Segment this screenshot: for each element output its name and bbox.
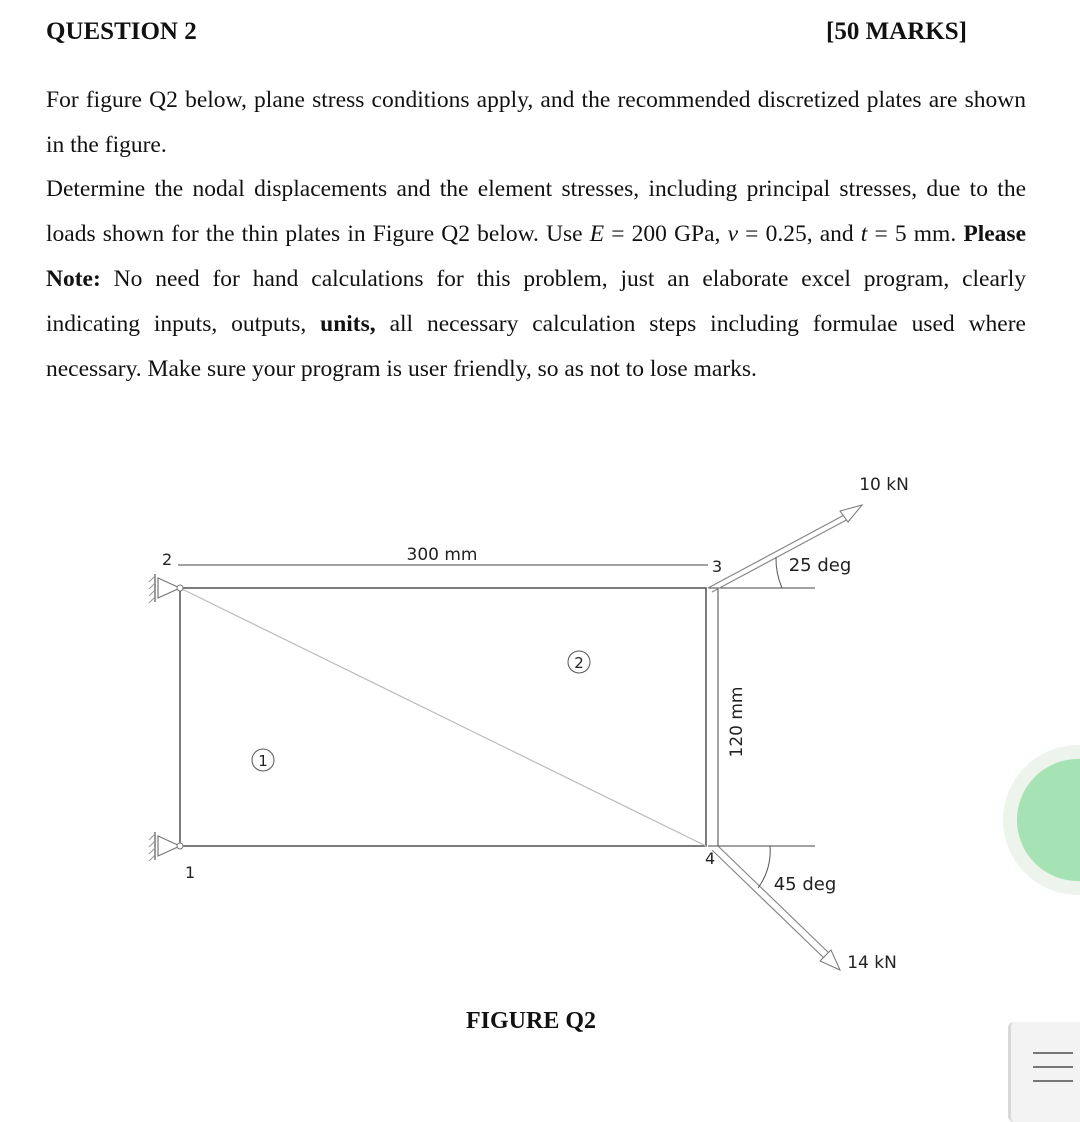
figure-caption: FIGURE Q2 [466,1008,597,1034]
pin-support-bottom [149,832,180,861]
height-label: 120 mm [727,686,747,758]
figure-q2-diagram [0,440,1000,1000]
element-divider-line [180,588,706,846]
load-top-label: 10 kN [859,475,909,495]
intro-text: For figure Q2 below, plane stress conditions apply, and the recommended discretized plates are shown in the figure. [46,87,1026,158]
pin-support-top [149,574,180,603]
whatsapp-float-button[interactable] [1003,745,1080,895]
symbol-t: t [860,221,868,247]
task-text-e: No need for hand calculations for this problem, just an elaborate excel program, clearly indicating inputs, outputs, [46,266,1026,337]
whatsapp-icon [1017,759,1080,881]
node-label-3: 3 [712,557,723,576]
menu-icon [1033,1052,1073,1054]
load-arrow-top [708,505,862,592]
node-label-1: 1 [185,863,196,882]
node-label-4: 4 [705,849,716,868]
task-text-f: all necessary calculation steps including formulae used where necessary. Make sure your program is user friendly, so as not to lose marks. [46,311,1026,382]
load-arrow-bottom [712,846,840,970]
marks-label: [50 MARKS] [826,18,967,45]
angle-bottom-label: 45 deg [773,874,837,895]
element-label-2: 2 [574,654,584,672]
task-text-d: = 5 mm. [867,221,964,247]
task-text-b: = 200 GPa, [604,221,728,247]
task-paragraph [46,167,1026,392]
question-title: QUESTION 2 [46,18,197,45]
angle-arc-top [776,557,782,588]
menu-button[interactable] [1008,1022,1080,1122]
units-label: units, [320,311,376,337]
node-marker [177,843,183,849]
angle-arc-bottom [758,846,770,888]
symbol-nu: v [727,221,739,247]
width-label: 300 mm [406,545,478,565]
node-marker [177,585,183,591]
note-label: Please Note: [46,221,1026,292]
task-text-a: Determine the nodal displacements and the element stresses, including principal stresses, due to the loads shown for the thin plates in Figure Q2 below. Use [46,176,1026,247]
load-bottom-label: 14 kN [847,953,897,973]
intro-paragraph [46,78,1026,168]
element-label-1: 1 [258,752,268,770]
task-text-c: = 0.25, and [738,221,861,247]
symbol-e: E [589,221,605,247]
node-label-2: 2 [162,550,173,569]
angle-top-label: 25 deg [788,555,852,576]
